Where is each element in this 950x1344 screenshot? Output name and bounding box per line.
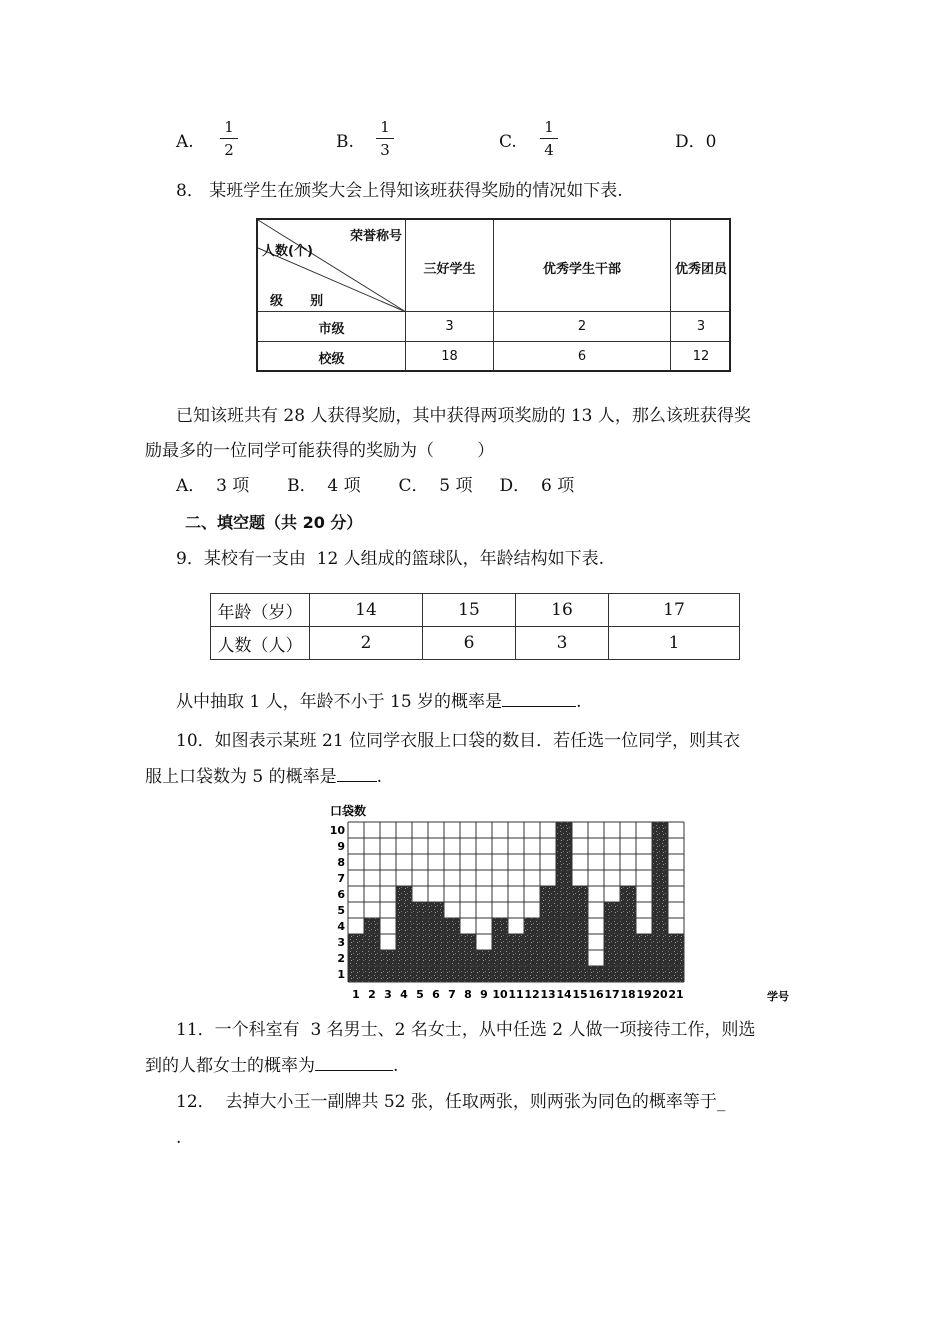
q12-line2: . [176, 1128, 182, 1148]
table-cell: 人数（人） [211, 627, 310, 660]
table-divider [670, 220, 671, 370]
table-cell: 15 [423, 594, 516, 627]
q7-option-d: D．0 [675, 132, 717, 152]
bar [348, 934, 364, 982]
q8-text-line2: 励最多的一位同学可能获得的奖励为（ ） [145, 441, 495, 461]
column-header: 优秀团员 [674, 262, 727, 277]
q7-option-b-label: B. [336, 132, 354, 152]
table-divider [493, 220, 494, 370]
q11-line2 [145, 1055, 398, 1077]
fraction-bar [220, 138, 238, 139]
x-tick-label: 4 [400, 988, 408, 1001]
table-row [211, 627, 740, 660]
section-title: 二、填空题（共 20 分） [185, 513, 363, 532]
table-cell: 3 [696, 319, 706, 334]
y-tick-label: 2 [337, 952, 345, 965]
x-axis-label: 学号 [767, 990, 789, 1003]
column-header: 优秀学生干部 [542, 262, 621, 277]
q9-age-table [210, 593, 740, 660]
table-divider [258, 341, 729, 342]
x-tick-label: 15 [572, 988, 588, 1001]
q7-option-c-fraction [537, 118, 561, 159]
table-cell: 17 [609, 594, 740, 627]
fraction-bar [376, 138, 394, 139]
x-tick-label: 5 [416, 988, 424, 1001]
q8-options: A． 3 项 B． 4 项 C． 5 项 D． 6 项 [176, 476, 575, 496]
answer-blank[interactable] [337, 767, 377, 782]
x-tick-label: 14 [556, 988, 572, 1001]
q10-line2-suffix: . [376, 767, 383, 787]
x-tick-label: 12 [524, 988, 540, 1001]
bar [412, 902, 428, 982]
fraction-numerator: 1 [224, 118, 234, 136]
bar [508, 934, 524, 982]
q8-stem: 8． 某班学生在颁奖大会上得知该班获得奖励的情况如下表. [176, 181, 623, 201]
y-axis-label: 口袋数 [330, 804, 367, 818]
x-tick-label: 21 [668, 988, 684, 1001]
table-cell: 2 [577, 319, 587, 334]
x-tick-label: 20 [652, 988, 668, 1001]
answer-blank[interactable] [315, 1056, 393, 1071]
y-tick-label: 1 [337, 968, 345, 981]
header-count: 人数(个) [262, 244, 313, 259]
q10-line2 [145, 766, 382, 788]
x-tick-label: 16 [588, 988, 604, 1001]
table-cell: 3 [516, 627, 609, 660]
bar [668, 934, 684, 982]
header-honor-title: 荣誉称号 [349, 229, 402, 244]
fraction-bar [540, 138, 558, 139]
table-cell: 3 [445, 319, 454, 334]
table-cell: 2 [310, 627, 423, 660]
x-tick-label: 3 [384, 988, 392, 1001]
q10-line2-prefix: 服上口袋数为 5 的概率是 [145, 767, 337, 787]
bar [460, 934, 476, 982]
q9-answer-suffix: . [576, 692, 582, 712]
table-cell: 18 [441, 349, 458, 364]
x-tick-label: 2 [368, 988, 376, 1001]
bar [588, 966, 604, 982]
q11-line2-prefix: 到的人都女士的概率为 [145, 1056, 315, 1076]
table-cell: 6 [423, 627, 516, 660]
header-level: 级 别 [270, 294, 324, 309]
y-tick-label: 6 [337, 888, 345, 901]
x-tick-label: 8 [464, 988, 472, 1001]
y-tick-label: 4 [337, 920, 345, 933]
q12-line1: 12． 去掉大小王一副牌共 52 张，任取两张，则两张为同色的概率等于_ [176, 1092, 726, 1112]
x-tick-label: 10 [492, 988, 508, 1001]
y-tick-label: 7 [337, 872, 345, 885]
pocket-count-chart [325, 800, 789, 1005]
table-cell: 年龄（岁） [211, 594, 310, 627]
row-label: 校级 [318, 352, 345, 367]
q8-award-table [256, 218, 731, 372]
table-cell: 6 [577, 349, 587, 364]
x-tick-label: 7 [448, 988, 456, 1001]
q10-line1: 10．如图表示某班 21 位同学衣服上口袋的数目．若任选一位同学，则其衣 [176, 731, 741, 751]
x-tick-label: 11 [508, 988, 524, 1001]
q9-answer-prefix: 从中抽取 1 人，年龄不小于 15 岁的概率是 [176, 692, 503, 712]
y-tick-label: 5 [337, 904, 345, 917]
fraction-denominator: 3 [380, 141, 390, 159]
x-tick-label: 1 [352, 988, 360, 1001]
q7-option-a-fraction [217, 118, 241, 159]
q7-option-a-label: A. [176, 132, 194, 152]
q9-stem: 9．某校有一支由 12 人组成的篮球队，年龄结构如下表. [176, 549, 605, 569]
q11-line2-suffix: . [393, 1056, 399, 1076]
q7-option-c-label: C. [499, 132, 517, 152]
bar [636, 934, 652, 982]
q7-option-b-fraction [373, 118, 397, 159]
q11-line1: 11．一个科室有 3 名男士、2 名女士，从中任选 2 人做一项接待工作，则选 [176, 1020, 756, 1040]
q9-answer-line [176, 691, 581, 713]
x-tick-label: 9 [480, 988, 488, 1001]
y-tick-label: 8 [337, 856, 345, 869]
x-tick-label: 17 [604, 988, 620, 1001]
x-tick-label: 13 [540, 988, 556, 1001]
table-row [211, 594, 740, 627]
table-cell: 12 [692, 349, 710, 364]
x-tick-label: 18 [620, 988, 636, 1001]
x-tick-label: 6 [432, 988, 440, 1001]
q8-text-line1: 已知该班共有 28 人获得奖励，其中获得两项奖励的 13 人，那么该班获得奖 [176, 406, 751, 426]
answer-blank[interactable] [502, 692, 576, 707]
row-label: 市级 [318, 322, 345, 337]
bar [604, 902, 620, 982]
table-divider [258, 311, 729, 312]
y-tick-label: 3 [337, 936, 345, 949]
fraction-numerator: 1 [380, 118, 390, 136]
x-tick-label: 19 [636, 988, 652, 1001]
fraction-denominator: 4 [544, 141, 554, 159]
fraction-numerator: 1 [544, 118, 554, 136]
y-tick-label: 10 [329, 824, 345, 837]
column-header: 三好学生 [423, 262, 476, 277]
y-tick-label: 9 [337, 840, 345, 853]
fraction-denominator: 2 [224, 141, 234, 159]
bar [428, 902, 444, 982]
table-cell: 1 [609, 627, 740, 660]
table-cell: 16 [516, 594, 609, 627]
table-cell: 14 [310, 594, 423, 627]
